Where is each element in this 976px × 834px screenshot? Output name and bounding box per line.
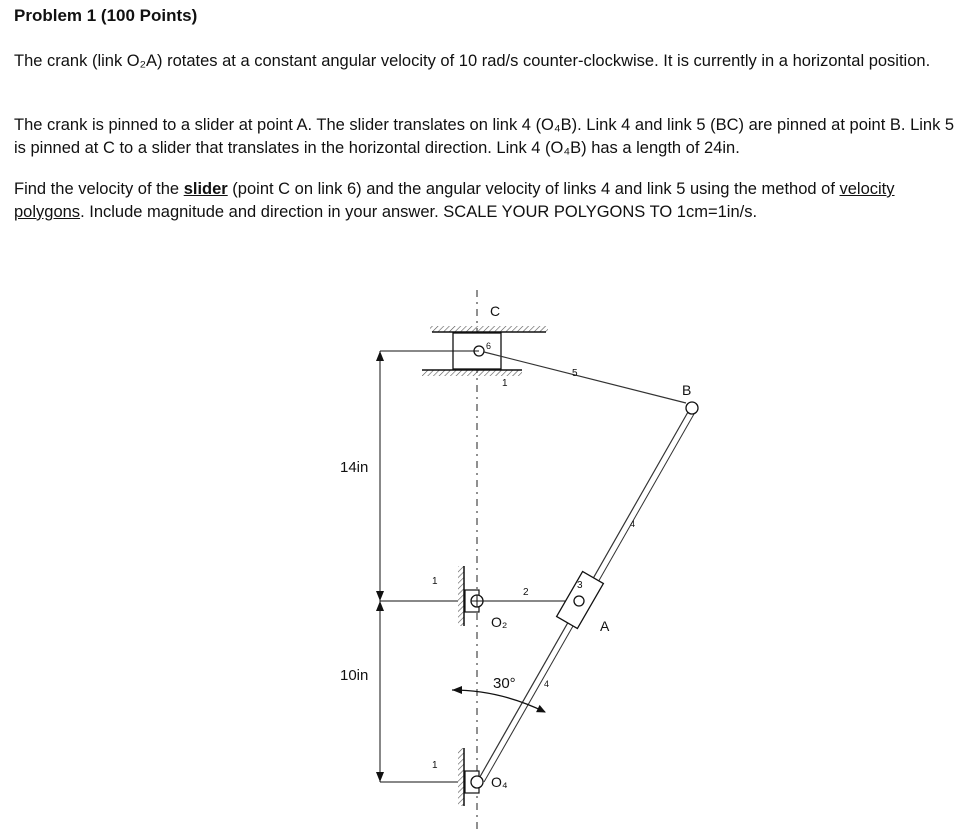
task-slider-word: slider — [183, 180, 228, 198]
task-method-word: velocity polygons — [14, 180, 895, 221]
ground-o2 — [458, 566, 483, 626]
ground-o4 — [458, 748, 483, 806]
angle-arc — [452, 690, 545, 712]
label-4-lower: 4 — [544, 679, 550, 689]
paragraph-slider: The crank is pinned to a slider at point A. The slider translates on link 4 (O₄B). Link 4 and link 5 (BC) are pinned at point B. Link 5 is pinned at C to a slider that translates in the horizontal direction. Link 4 (O₄B) has a length of 24in. — [14, 116, 955, 157]
label-o4: O₄ — [491, 774, 508, 790]
problem-title: Problem 1 (100 Points) — [14, 6, 198, 25]
label-14in: 14in — [340, 459, 369, 476]
label-3: 3 — [577, 580, 583, 591]
label-10in: 10in — [340, 667, 369, 684]
label-1-bot: 1 — [432, 760, 438, 771]
dimension-lines — [376, 351, 384, 782]
label-2: 2 — [523, 587, 529, 598]
label-b: B — [682, 382, 692, 398]
label-a: A — [600, 618, 610, 634]
pin-a — [574, 596, 584, 606]
pin-b — [686, 402, 698, 414]
label-c: C — [490, 303, 501, 319]
label-4-upper: 4 — [630, 519, 636, 529]
link-5 — [484, 352, 686, 403]
task-text-b: (point C on link 6) and the angular velocity of links 4 and link 5 using the method of — [227, 180, 840, 198]
task-text-c: . Include magnitude and direction in your answer. SCALE YOUR POLYGONS TO 1cm=1in/s. — [80, 203, 758, 221]
label-o2: O₂ — [491, 614, 508, 630]
label-5: 5 — [572, 368, 578, 379]
label-30deg: 30° — [493, 675, 516, 692]
label-1-top: 1 — [502, 378, 508, 389]
label-6: 6 — [486, 341, 492, 351]
task-text-a: Find the velocity of the — [14, 180, 184, 198]
label-1-mid: 1 — [432, 576, 438, 587]
paragraph-crank: The crank (link O₂A) rotates at a constant angular velocity of 10 rad/s counter-clockwise. It is currently in a horizontal position. — [14, 52, 931, 70]
